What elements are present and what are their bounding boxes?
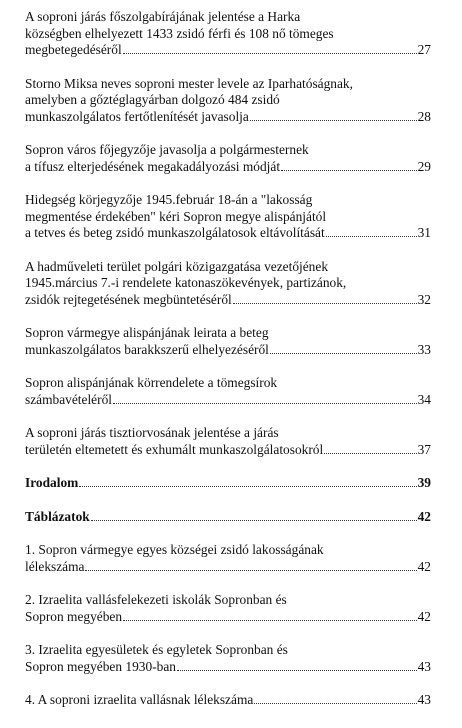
entry-line: A soproni járás főszolgabírájának jelentése a Harka <box>25 9 301 24</box>
entry-line: Sopron megyében 1930-ban <box>25 658 176 674</box>
toc-entry <box>25 692 431 709</box>
entry-line: Sopron vármegye alispánjának leirata a beteg <box>25 325 269 340</box>
page-number: 42 <box>417 558 431 574</box>
entry-line: a tetves és beteg zsidó munkaszolgálatosok eltávolítását <box>25 225 325 240</box>
page-number: 43 <box>417 658 431 674</box>
entry-line: Irodalom <box>25 475 79 490</box>
entry-line: Hidegség körjegyzője 1945.február 18-án a "lakosság <box>25 192 313 207</box>
toc-entry <box>25 425 431 458</box>
entry-line: községben elhelyezett 1433 zsidó férfi és 108 nő tömeges <box>25 25 334 41</box>
toc-entry <box>25 642 431 675</box>
entry-line: lélekszáma <box>25 558 85 574</box>
dot-leader <box>324 452 416 454</box>
page-number: 28 <box>417 108 431 124</box>
entry-line: 2. Izraelita vallásfelekezeti iskolák Sopronban és <box>25 592 287 607</box>
entry-line: 1. Sopron vármegye egyes községei zsidó lakosságának <box>25 542 324 557</box>
toc-entry <box>25 9 431 59</box>
dot-leader <box>250 119 417 121</box>
dot-leader <box>91 519 417 521</box>
entry-line: amelyben a gőztéglagyárban dolgozó 484 zsidó <box>25 92 280 107</box>
entry-line: Sopron város főjegyzője javasolja a polgármesternek <box>25 142 309 157</box>
entry-line: 4. A soproni izraelita vallásnak lélekszáma <box>25 692 254 707</box>
toc-entry <box>25 325 431 358</box>
entry-line: Storno Miksa neves soproni mester levele az Iparhatóságnak, <box>25 75 353 91</box>
dot-leader <box>123 52 417 54</box>
page-number: 34 <box>417 391 431 407</box>
dot-leader <box>123 619 417 621</box>
entry-line: megmentése érdekében" kéri Sopron megye alispánjától <box>25 208 327 224</box>
toc-entry <box>25 76 431 126</box>
toc-entry-irodalom <box>25 475 431 492</box>
dot-leader <box>326 235 417 237</box>
toc-entry <box>25 192 431 242</box>
dot-leader <box>233 302 417 304</box>
page-number: 33 <box>417 341 431 357</box>
dot-leader <box>270 352 417 354</box>
page-number: 29 <box>417 158 431 174</box>
page-number: 42 <box>417 608 431 624</box>
toc-entry <box>25 142 431 175</box>
toc-entry-tablazatok <box>25 509 431 526</box>
toc-entry <box>25 259 431 309</box>
dot-leader <box>254 702 416 704</box>
page-number: 42 <box>417 508 431 524</box>
page-number: 32 <box>417 291 431 307</box>
dot-leader <box>79 485 416 487</box>
entry-line: területén eltemetett és exhumált munkaszolgálatosokról <box>25 441 324 457</box>
entry-line: számbavételéről <box>25 391 112 407</box>
entry-line: zsidók rejtegetésének megbüntetéséről <box>25 291 232 307</box>
entry-line: megbetegedéséről <box>25 42 122 57</box>
entry-line: A hadműveleti terület polgári közigazgatása vezetőjének <box>25 258 329 274</box>
dot-leader <box>177 669 417 671</box>
entry-line: munkaszolgálatos fertőtlenítését javasolja <box>25 108 249 124</box>
entry-line: a tífusz elterjedésének megakadályozási módját <box>25 158 281 174</box>
entry-line: A soproni járás tisztiorvosának jelentése a járás <box>25 425 279 440</box>
dot-leader <box>281 169 417 171</box>
dot-leader <box>85 569 416 571</box>
entry-line: 1945.március 7.-i rendelete katonaszökevények, partizánok, <box>25 275 347 290</box>
toc-entry <box>25 542 431 575</box>
page-number: 31 <box>417 225 431 240</box>
entry-line: Táblázatok <box>25 508 90 524</box>
entry-line: Sopron megyében <box>25 608 123 624</box>
toc-entry <box>25 592 431 625</box>
toc-entry <box>25 375 431 408</box>
page-number: 27 <box>417 42 431 57</box>
page-number: 37 <box>417 441 431 457</box>
page-number: 43 <box>417 692 431 707</box>
dot-leader <box>113 402 417 404</box>
entry-line: Sopron alispánjának körrendelete a tömegsírok <box>25 375 278 390</box>
page-number: 39 <box>417 475 431 490</box>
entry-line: 3. Izraelita egyesületek és egyletek Sopronban és <box>25 642 288 657</box>
table-of-contents <box>25 9 431 709</box>
entry-line: munkaszolgálatos barakkszerű elhelyezéséről <box>25 341 269 357</box>
